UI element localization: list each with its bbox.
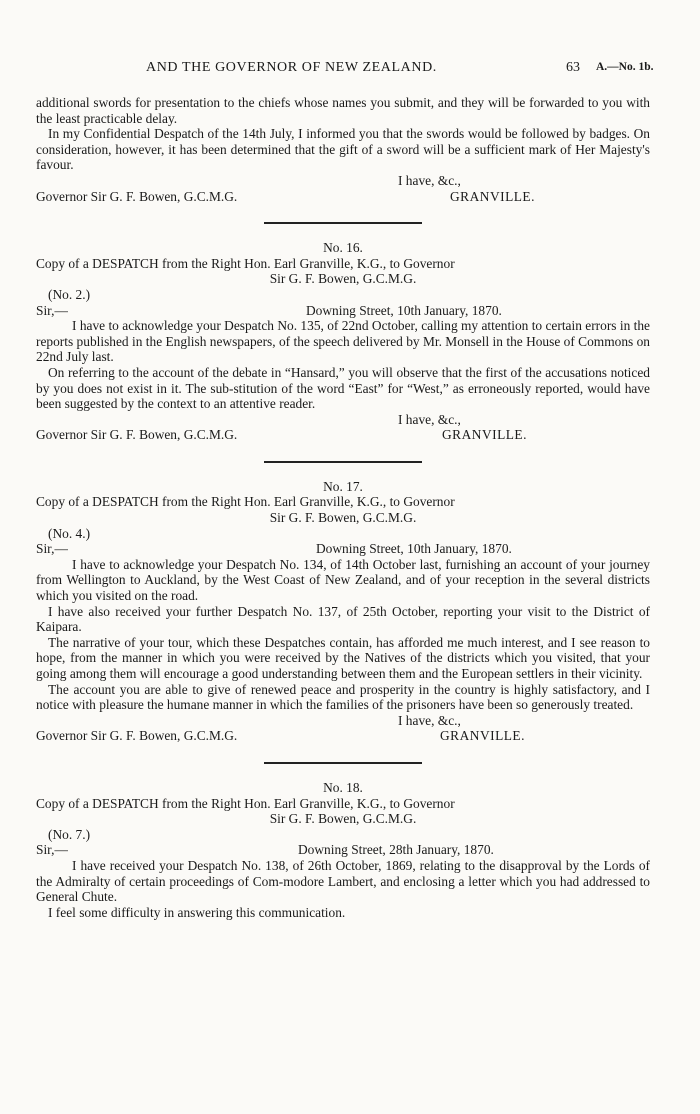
despatch-ref: (No. 2.) [48, 286, 91, 302]
paragraph: I feel some difficulty in answering this communication. [48, 904, 346, 920]
section-divider [264, 222, 422, 224]
closing-row [36, 412, 650, 428]
addressee: Governor Sir G. F. Bowen, G.C.M.G. [36, 728, 238, 744]
address-line: Downing Street, 28th January, 1870. [298, 842, 494, 858]
despatch-title: Copy of a DESPATCH from the Right Hon. Earl Granville, K.G., to Governor [36, 795, 455, 811]
addressee: Governor Sir G. F. Bowen, G.C.M.G. [36, 188, 238, 204]
salutation: Sir,— [36, 302, 68, 318]
paragraph: On referring to the account of the debate in “Hansard,” you will observe that the first of the accusations noticed by you does not exist in it. The sub-stitution of the word “East” for “West,” as erroneously reported, would have been suggested by the context to an attentive reader. [36, 364, 650, 412]
despatch-17 [36, 479, 650, 744]
despatch-title: Copy of a DESPATCH from the Right Hon. Earl Granville, K.G., to Governor [36, 255, 455, 271]
despatch-title-line2: Sir G. F. Bowen, G.C.M.G. [269, 811, 417, 827]
salutation-row [36, 541, 650, 557]
salutation-row [36, 842, 650, 858]
signature: GRANVILLE. [450, 188, 535, 204]
signature: GRANVILLE. [442, 427, 527, 443]
despatch-title-line2: Sir G. F. Bowen, G.C.M.G. [269, 510, 417, 526]
address-line: Downing Street, 10th January, 1870. [316, 541, 512, 557]
paragraph: I have also received your further Despatch No. 137, of 25th October, reporting your visit to the District of Kaipara. [36, 603, 650, 635]
despatch-number: No. 18. [323, 779, 363, 795]
despatch-number: No. 16. [323, 240, 363, 256]
paragraph: I have to acknowledge your Despatch No. 135, of 22nd October, calling my attention to certain errors in the reports published in the English newspapers, of the speech delivered by Mr. Monsell in the House of Commons on 22nd July last. [36, 318, 650, 365]
page-number: 63 [566, 60, 580, 75]
despatch-18 [36, 780, 650, 920]
address-line: Downing Street, 10th January, 1870. [306, 302, 502, 318]
salutation: Sir,— [36, 842, 68, 858]
signature-row [36, 728, 650, 744]
salutation-row [36, 303, 650, 319]
paragraph: The account you are able to give of renewed peace and prosperity in the country is highly satisfactory, and I notice with pleasure the humane manner in which the families of the prisoners have been so generously treated. [36, 681, 650, 713]
despatch-title-line2: Sir G. F. Bowen, G.C.M.G. [269, 271, 417, 287]
signature-row [36, 427, 650, 443]
running-title: AND THE GOVERNOR OF NEW ZEALAND. [146, 60, 437, 75]
signature: GRANVILLE. [440, 728, 525, 744]
signature-row [36, 189, 650, 205]
closing-row [36, 713, 650, 729]
paragraph: The narrative of your tour, which these Despatches contain, has afforded me much interest, and I see reason to hope, from the manner in which you were received by the Natives of the districts which you visited, that your going among them will encourage a good understanding between them and the European settlers in their vicinity. [36, 634, 650, 681]
despatch-number: No. 17. [323, 478, 363, 494]
section-divider [264, 461, 422, 463]
page-content [36, 95, 650, 920]
despatch-title: Copy of a DESPATCH from the Right Hon. Earl Granville, K.G., to Governor [36, 494, 455, 510]
paragraph: In my Confidential Despatch of the 14th July, I informed you that the swords would be followed by badges. On consideration, however, it has been determined that the gift of a sword will be a sufficient mark of Her Majesty's favour. [36, 126, 650, 173]
closing: I have, &c., [398, 172, 461, 188]
closing-row [36, 173, 650, 189]
closing: I have, &c., [398, 411, 461, 427]
closing: I have, &c., [398, 712, 461, 728]
paragraph: I have received your Despatch No. 138, of 26th October, 1869, relating to the disapproval by the Lords of the Admiralty of certain proceedings of Com-modore Lambert, and enclosing a letter which you had addressed to General Chute. [36, 857, 650, 905]
document-reference: A.—No. 1b. [596, 61, 654, 73]
section-divider [264, 762, 422, 764]
despatch-16 [36, 240, 650, 443]
running-head [36, 60, 654, 78]
addressee: Governor Sir G. F. Bowen, G.C.M.G. [36, 427, 238, 443]
paragraph: additional swords for presentation to the chiefs whose names you submit, and they will be forwarded to you with the least practicable delay. [36, 95, 650, 126]
despatch-ref: (No. 7.) [48, 826, 91, 842]
despatch-ref: (No. 4.) [48, 525, 91, 541]
salutation: Sir,— [36, 541, 68, 557]
paragraph: I have to acknowledge your Despatch No. 134, of 14th October last, furnishing an account of your journey from Wellington to Auckland, by the West Coast of New Zealand, and of your reception in the several districts which you visited on the road. [36, 556, 650, 604]
